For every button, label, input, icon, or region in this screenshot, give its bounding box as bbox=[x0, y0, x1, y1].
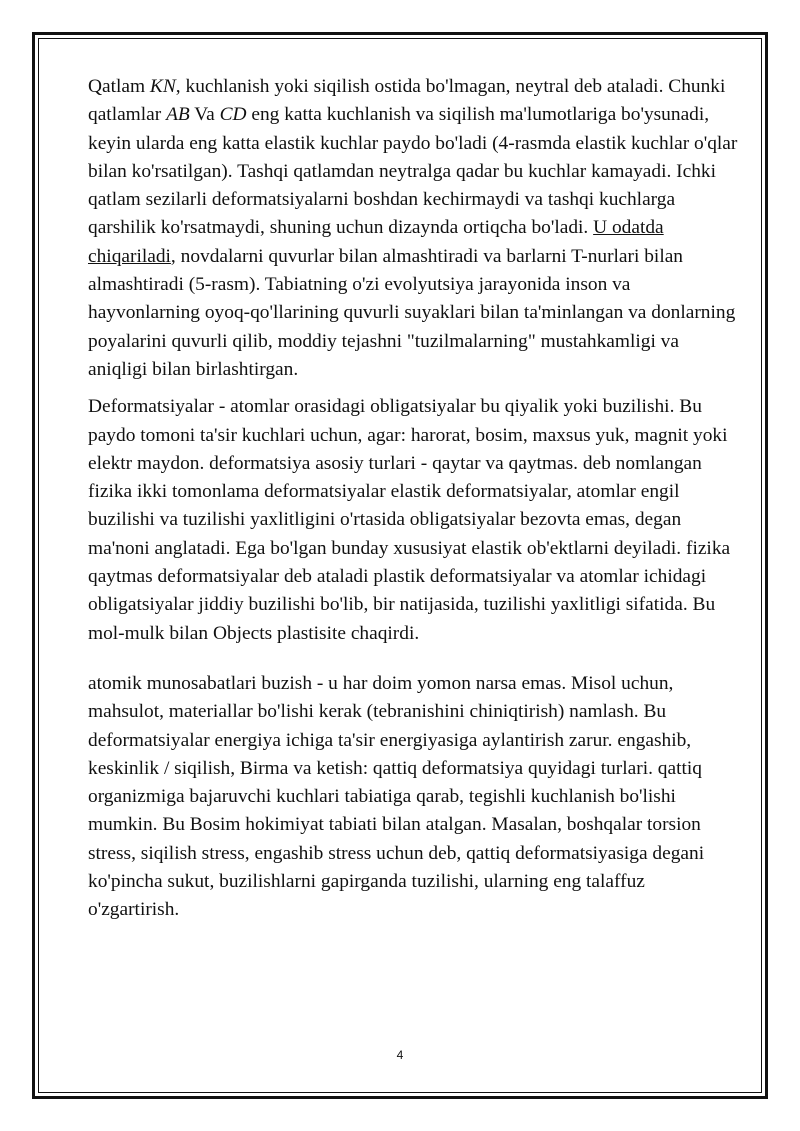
page-number: 4 bbox=[396, 1048, 404, 1062]
label-cd: CD bbox=[219, 104, 247, 126]
page-body bbox=[88, 73, 738, 934]
paragraph-deformations: Deformatsiyalar - atomlar orasidagi obligatsiyalar bu qiyalik yoki buzilishi. Bu paydo tomoni ta'sir kuchlari uchun, agar: harorat, bosim, maxsus yuk, magnit yoki elektr maydon. deformatsiya asosiy turlari - qaytar va qaytmas. deb nomlangan fizika ikki tomonlama deformatsiyalar elastik deformatsiyalar, atomlar engil buzilishi va tuzilishi yaxlitligini o'rtasida obligatsiyalar bezovta emas, degan ma'noni anglatadi. Ega bo'lgan bunday xususiyat elastik ob'ektlarni deyiladi. fizika qaytmas deformatsiyalar deb ataladi plastik deformatsiyalar va atomlar ichidagi obligatsiyalar jiddiy buzilishi bo'lib, bir natijasida, tuzilishi yaxlitligi sifatida. Bu mol-mulk bilan Objects plastisite chaqirdi. bbox=[88, 396, 731, 644]
label-ab: AB bbox=[166, 104, 190, 126]
paragraph-neutral-layer: Qatlam KN, kuchlanish yoki siqilish ostida bo'lmagan, neytral deb ataladi. Chunki qatlamlar AB Va CD eng katta kuchlanish va siqilish ma'lumotlariga bo'ysunadi, keyin ularda eng katta elastik kuchlar paydo bo'ladi (4-rasmda elastik kuchlar o'qlar bilan ko'rsatilgan). Tashqi qatlamdan neytralga qadar bu kuchlar kamayadi. Ichki qatlam sezilarli deformatsiyalarni boshdan kechirmaydi va tashqi kuchlarga qarshilik ko'rsatmaydi, shuning uchun dizaynda ortiqcha bo'ladi. U odatda chiqariladi, novdalarni quvurlar bilan almashtiradi va barlarni T-nurlari bilan almashtiradi (5-rasm). Tabiatning o'zi evolyutsiya jarayonida inson va hayvonlarning oyoq-qo'llarining quvurli suyaklari bilan ta'minlangan va donlarning poyalarini quvurli qilib, moddiy tejashni "tuzilmalarning" mustahkamligi va aniqligi bilan birlashtirgan. bbox=[88, 76, 738, 380]
label-kn: KN bbox=[149, 76, 176, 97]
underlined-phrase: U odatda chiqariladi bbox=[88, 217, 664, 267]
paragraph-atomic-bonds: atomik munosabatlari buzish - u har doim yomon narsa emas. Misol uchun, mahsulot, materiallar bo'lishi kerak (tebranishini chiniqtirish) namlash. Bu deformatsiyalar energiya ichiga ta'sir energiyasiga aylantirish zarur. engashib, keskinlik / siqilish, Birma va ketish: qattiq deformatsiya quyidagi turlari. qattiq organizmiga bajaruvchi kuchlari tabiatiga qarab, tegishli kuchlanish bo'lishi mumkin. Bu Bosim hokimiyat tabiati bilan atalgan. Masalan, boshqalar torsion stress, siqilish stress, engashib stress uchun deb, qattiq deformatsiyasiga degani ko'pincha sukut, buzilishlarni gapirganda tuzilishi, ularning eng talaffuz o'zgartirish. bbox=[88, 672, 705, 921]
